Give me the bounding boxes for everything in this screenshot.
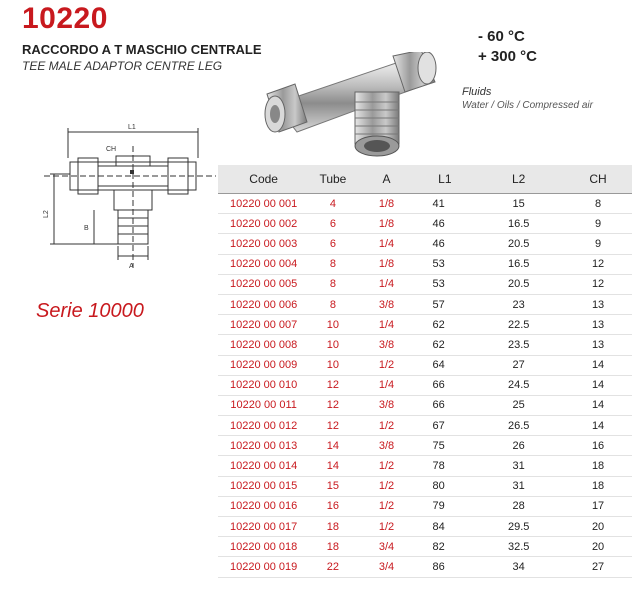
cell-a: 1/2	[356, 355, 416, 375]
table-row	[218, 496, 632, 516]
table-row	[218, 395, 632, 415]
cell-a: 1/2	[356, 476, 416, 496]
cell-a: 1/2	[356, 496, 416, 516]
table-row	[218, 294, 632, 314]
cell-l1: 79	[416, 496, 473, 516]
table-row	[218, 214, 632, 234]
table-row	[218, 375, 632, 395]
temperature-max: + 300 °C	[478, 48, 537, 65]
cell-tube: 12	[309, 416, 356, 436]
cell-ch: 20	[564, 537, 632, 557]
cell-code: 10220 00 015	[218, 476, 309, 496]
specification-table	[218, 165, 632, 578]
cell-a: 3/8	[356, 294, 416, 314]
cell-ch: 18	[564, 476, 632, 496]
cell-l1: 62	[416, 335, 473, 355]
column-header-ch: CH	[564, 165, 632, 194]
cell-l2: 16.5	[473, 254, 564, 274]
cell-code: 10220 00 007	[218, 315, 309, 335]
cell-ch: 17	[564, 496, 632, 516]
cell-a: 1/2	[356, 517, 416, 537]
cell-tube: 8	[309, 274, 356, 294]
column-header-a: A	[356, 165, 416, 194]
table-row	[218, 436, 632, 456]
fluids-heading: Fluids	[462, 86, 492, 98]
cell-ch: 13	[564, 294, 632, 314]
cell-tube: 14	[309, 456, 356, 476]
cell-ch: 14	[564, 395, 632, 415]
label-l2: L2	[43, 210, 50, 218]
cell-tube: 18	[309, 537, 356, 557]
cell-ch: 9	[564, 214, 632, 234]
technical-drawing	[40, 118, 220, 276]
cell-a: 3/8	[356, 395, 416, 415]
column-header-tube: Tube	[309, 165, 356, 194]
cell-a: 1/4	[356, 315, 416, 335]
cell-l1: 62	[416, 315, 473, 335]
cell-tube: 6	[309, 234, 356, 254]
table-row	[218, 274, 632, 294]
cell-code: 10220 00 008	[218, 335, 309, 355]
cell-l2: 31	[473, 456, 564, 476]
cell-a: 1/2	[356, 456, 416, 476]
cell-a: 1/2	[356, 416, 416, 436]
cell-l2: 24.5	[473, 375, 564, 395]
cell-l1: 53	[416, 274, 473, 294]
cell-a: 1/4	[356, 234, 416, 254]
cell-ch: 20	[564, 517, 632, 537]
table-row	[218, 315, 632, 335]
cell-ch: 12	[564, 274, 632, 294]
cell-code: 10220 00 003	[218, 234, 309, 254]
cell-l2: 27	[473, 355, 564, 375]
cell-tube: 14	[309, 436, 356, 456]
cell-tube: 4	[309, 194, 356, 214]
table-row	[218, 416, 632, 436]
cell-l1: 64	[416, 355, 473, 375]
cell-ch: 27	[564, 557, 632, 577]
cell-code: 10220 00 018	[218, 537, 309, 557]
cell-l1: 46	[416, 214, 473, 234]
cell-ch: 14	[564, 355, 632, 375]
cell-code: 10220 00 012	[218, 416, 309, 436]
cell-a: 1/4	[356, 274, 416, 294]
label-l1: L1	[128, 124, 136, 131]
cell-a: 3/8	[356, 436, 416, 456]
cell-l1: 75	[416, 436, 473, 456]
column-header-l1: L1	[416, 165, 473, 194]
cell-l1: 41	[416, 194, 473, 214]
table-row	[218, 194, 632, 214]
cell-code: 10220 00 016	[218, 496, 309, 516]
cell-code: 10220 00 019	[218, 557, 309, 577]
table-row	[218, 476, 632, 496]
cell-l1: 84	[416, 517, 473, 537]
product-code: 10220	[22, 2, 108, 35]
label-a: A	[129, 263, 134, 270]
cell-a: 1/8	[356, 214, 416, 234]
cell-ch: 8	[564, 194, 632, 214]
fluids-values: Water / Oils / Compressed air	[462, 100, 593, 111]
cell-a: 3/8	[356, 335, 416, 355]
cell-code: 10220 00 006	[218, 294, 309, 314]
cell-ch: 16	[564, 436, 632, 456]
cell-tube: 22	[309, 557, 356, 577]
cell-code: 10220 00 009	[218, 355, 309, 375]
cell-a: 3/4	[356, 557, 416, 577]
cell-code: 10220 00 002	[218, 214, 309, 234]
cell-l1: 66	[416, 395, 473, 415]
cell-l2: 26.5	[473, 416, 564, 436]
cell-a: 1/4	[356, 375, 416, 395]
cell-l1: 78	[416, 456, 473, 476]
product-title-italian: RACCORDO A T MASCHIO CENTRALE	[22, 42, 262, 57]
table-row	[218, 456, 632, 476]
cell-l2: 29.5	[473, 517, 564, 537]
cell-tube: 12	[309, 395, 356, 415]
cell-a: 1/8	[356, 254, 416, 274]
cell-tube: 8	[309, 294, 356, 314]
cell-l2: 25	[473, 395, 564, 415]
cell-l2: 23	[473, 294, 564, 314]
cell-tube: 10	[309, 355, 356, 375]
cell-ch: 9	[564, 234, 632, 254]
cell-tube: 15	[309, 476, 356, 496]
cell-code: 10220 00 011	[218, 395, 309, 415]
cell-l1: 57	[416, 294, 473, 314]
cell-l1: 46	[416, 234, 473, 254]
cell-a: 3/4	[356, 537, 416, 557]
label-ch: CH	[106, 146, 117, 153]
cell-l1: 66	[416, 375, 473, 395]
table-header-row	[218, 165, 632, 194]
cell-ch: 12	[564, 254, 632, 274]
table-row	[218, 517, 632, 537]
cell-l1: 82	[416, 537, 473, 557]
cell-l2: 31	[473, 476, 564, 496]
table-row	[218, 234, 632, 254]
cell-code: 10220 00 013	[218, 436, 309, 456]
cell-l1: 67	[416, 416, 473, 436]
cell-l2: 34	[473, 557, 564, 577]
table-row	[218, 537, 632, 557]
cell-l2: 20.5	[473, 234, 564, 254]
cell-code: 10220 00 014	[218, 456, 309, 476]
cell-a: 1/8	[356, 194, 416, 214]
cell-l2: 16.5	[473, 214, 564, 234]
cell-ch: 14	[564, 416, 632, 436]
cell-tube: 10	[309, 315, 356, 335]
cell-code: 10220 00 004	[218, 254, 309, 274]
temperature-min: - 60 °C	[478, 28, 525, 45]
product-photo	[255, 52, 445, 160]
cell-l2: 15	[473, 194, 564, 214]
cell-code: 10220 00 010	[218, 375, 309, 395]
series-label: Serie 10000	[36, 300, 144, 322]
cell-l2: 28	[473, 496, 564, 516]
cell-tube: 8	[309, 254, 356, 274]
cell-ch: 18	[564, 456, 632, 476]
cell-tube: 10	[309, 335, 356, 355]
cell-tube: 6	[309, 214, 356, 234]
column-header-l2: L2	[473, 165, 564, 194]
label-b: B	[84, 225, 89, 232]
cell-code: 10220 00 005	[218, 274, 309, 294]
cell-code: 10220 00 001	[218, 194, 309, 214]
cell-l1: 86	[416, 557, 473, 577]
cell-l1: 80	[416, 476, 473, 496]
table-row	[218, 254, 632, 274]
cell-l2: 23.5	[473, 335, 564, 355]
cell-l2: 26	[473, 436, 564, 456]
cell-l1: 53	[416, 254, 473, 274]
cell-ch: 13	[564, 315, 632, 335]
cell-l2: 20.5	[473, 274, 564, 294]
table-row	[218, 335, 632, 355]
product-title-english: TEE MALE ADAPTOR CENTRE LEG	[22, 59, 223, 73]
table-row	[218, 557, 632, 577]
cell-tube: 16	[309, 496, 356, 516]
cell-ch: 14	[564, 375, 632, 395]
column-header-code: Code	[218, 165, 309, 194]
table-row	[218, 355, 632, 375]
cell-code: 10220 00 017	[218, 517, 309, 537]
cell-ch: 13	[564, 335, 632, 355]
cell-tube: 18	[309, 517, 356, 537]
cell-l2: 22.5	[473, 315, 564, 335]
cell-tube: 12	[309, 375, 356, 395]
cell-l2: 32.5	[473, 537, 564, 557]
